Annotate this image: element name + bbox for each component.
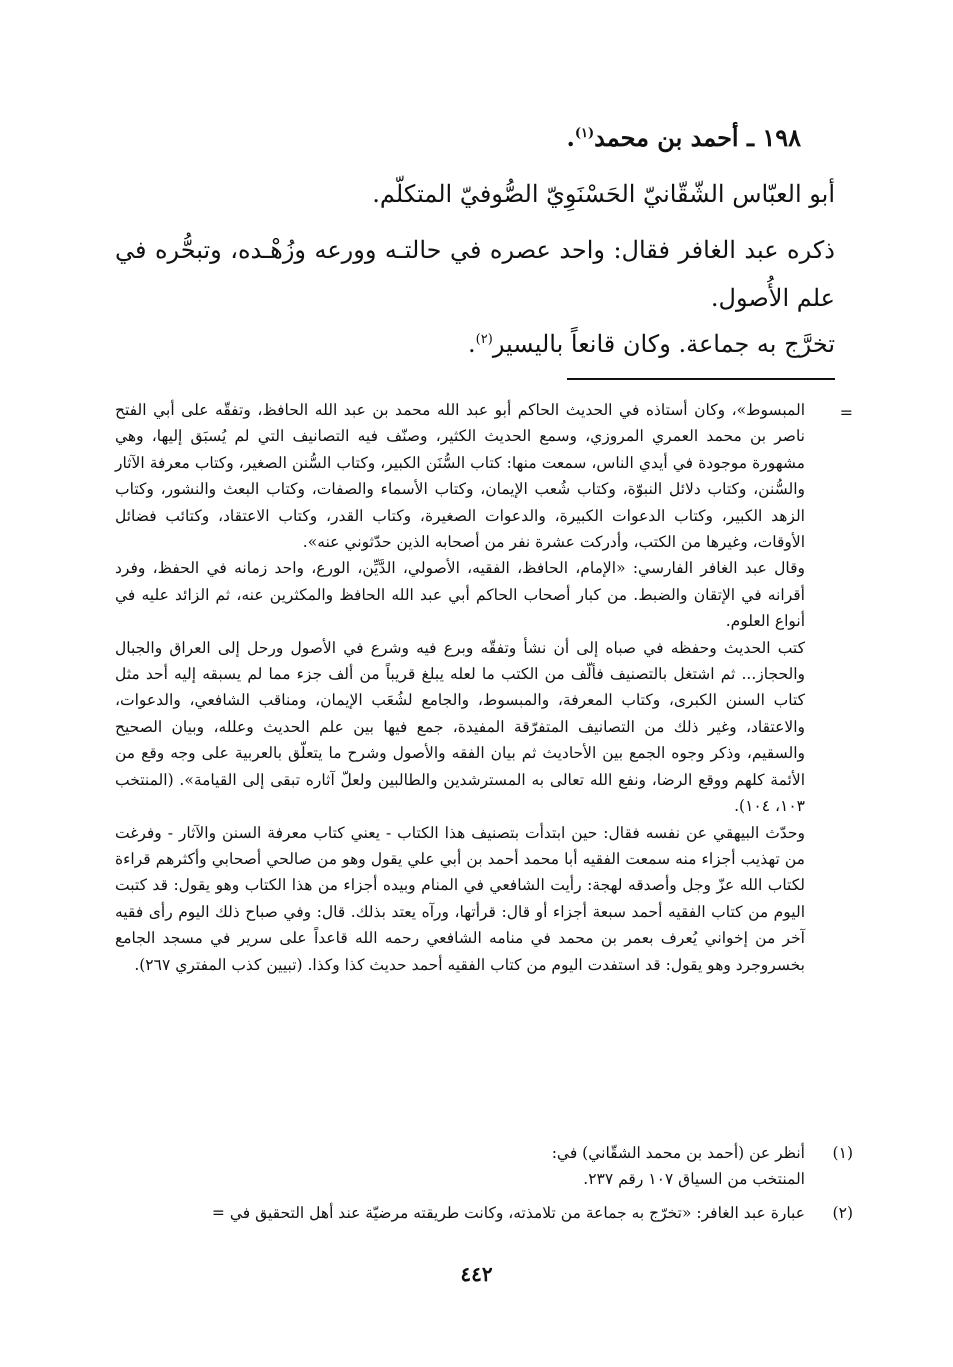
entry-paragraph: ذكره عبد الغافر فقال: واحد عصره في حالتـه وورعه وزُهْـده، وتبحُّره في علم الأُصول. — [115, 236, 835, 312]
continued-footnote-paragraph: وقال عبد الغافر الفارسي: «الإمام، الحافظ، الفقيه، الأصولي، الدَّيِّن، الورع، واحد زمانه في الحفظ، وفرد أقرانه في الإتقان والضبط. من كبار أصحاب الحاكم أبي عبد الله الحافظ والمكثرين عنه، ثم الزائد عليه في أنواع العلوم. — [115, 559, 805, 631]
students-footnote-ref[interactable]: (٢) — [475, 332, 493, 347]
entry-name-line: أبو العبّاس الشّقّانيّ الحَسْنَوِيّ الصُّوفيّ المتكلّم. — [372, 180, 835, 208]
continuation-marker: = — [839, 403, 853, 422]
footnote-1 — [115, 1140, 853, 1193]
footnote-line: عبارة عبد الغافر: «تخرّج به جماعة من تلامذته، وكانت طريقته مرضيّة عند أهل التحقيق في = — [211, 1204, 805, 1222]
entry-heading — [141, 120, 801, 156]
heading-footnote-ref[interactable]: (١) — [574, 126, 595, 141]
continued-footnote-paragraph: وحدّث البيهقي عن نفسه فقال: حين ابتدأت بتصنيف هذا الكتاب - يعني كتاب معرفة السنن والآثار - وفرغت من تهذيب أجزاء منه سمعت الفقيه أبا محمد أحمد بن أبي علي يقول وهو من صالحي أصحابي وأكثرهم قراءة لكتاب الله عزّ وجل وأصدقه لهجة: رأيت الشافعي في المنام وبيده أجزاء من هذا الكتاب وهو يقول: قد كتبت اليوم من كتاب الفقيه أحمد سبعة أجزاء أو قال: قرأتها، ورآه يعتد بذلك. قال: وفي صباح ذلك اليوم رأى فقيه آخر من إخواني يُعرف بعمر بن محمد في منامه الشافعي رحمه الله قاعداً على سرير في مسجد الجامع بخسروجرد وهو يقول: قد استفدت اليوم من كتاب الفقيه أحمد حديث كذا وكذا. (تبيين كذب المفتري ٢٦٧). — [115, 823, 805, 974]
entry-students-line — [115, 326, 835, 362]
entry-heading-text: ١٩٨ ـ أحمد بن محمد — [594, 123, 801, 152]
continued-footnote-paragraph: كتب الحديث وحفظه في صباه إلى أن نشأ وتفقّه وبرع فيه وشرع في الأصول ورحل إلى العراق والجبال والحجاز... ثم اشتغل بالتصنيف فألّف من الكتب ما لعله يبلغ قريباً من ألف جزء مما لم يسبقه إليه أحد مثل كتاب السنن الكبرى، وكتاب المعرفة، والمبسوط، والجامع لشُعَب الإيمان، ومناقب الشافعي، والدعوات، والاعتقاد، وغير ذلك من التصانيف المتفرّقة المفيدة، جمع فيها بين علم الحديث وعلله، وبيان الصحيح والسقيم، وذكر وجوه الجمع بين الأحاديث ثم بيان الفقه والأصول وشرح ما يتعلّق بالعربية على وجه وقع من الأئمة كلهم ووقع الرضا، ونفع الله تعالى به المسترشدين والطالبين ولعلّ آثاره تبقى إلى القيامة». (المنتخب ١٠٣، ١٠٤). — [115, 638, 805, 816]
entry-students-text: تخرَّج به جماعة. وكان قانعاً باليسير — [492, 330, 835, 358]
footnote-separator — [567, 378, 835, 380]
students-line-end: . — [468, 330, 476, 358]
page-number: ٤٤٢ — [460, 1262, 493, 1286]
footnote-line: أنظر عن (أحمد بن محمد الشقّاني) في: — [551, 1144, 805, 1162]
footnote-2 — [115, 1200, 853, 1226]
footnote-number: (٢) — [832, 1204, 853, 1222]
footnote-number: (١) — [832, 1144, 853, 1162]
footnote-line: المنتخب من السياق ١٠٧ رقم ٢٣٧. — [583, 1170, 805, 1189]
continued-footnote — [115, 397, 805, 978]
continued-footnote-paragraph: المبسوط»، وكان أستاذه في الحديث الحاكم أبو عبد الله محمد بن عبد الله الحافظ، وتفقّه على أبي الفتح ناصر بن محمد العمري المروزي، وسمع الحديث الكثير، وصنّف فيه التصانيف التي لم يُسبَق إليها، وهي مشهورة موجودة في أيدي الناس، سمعت منها: كتاب السُّنَن الكبير، وكتاب السُّنن الصغير، وكتاب معرفة الآثار والسُّنن، وكتاب دلائل النبوّة، وكتاب شُعب الإيمان، وكتاب الأسماء والصفات، وكتاب البعث والنشور، وكتاب الزهد الكبير، وكتاب الدعوات الكبيرة، والدعوات الصغيرة، وكتاب القدر، وكتاب الاعتقاد، وكتائب فضائل الأوقات، وغيرها من الكتب، وأدركت عشرة نفر من أصحابه الذين حدّثوني عنه». — [115, 401, 805, 552]
heading-end: . — [566, 123, 575, 152]
